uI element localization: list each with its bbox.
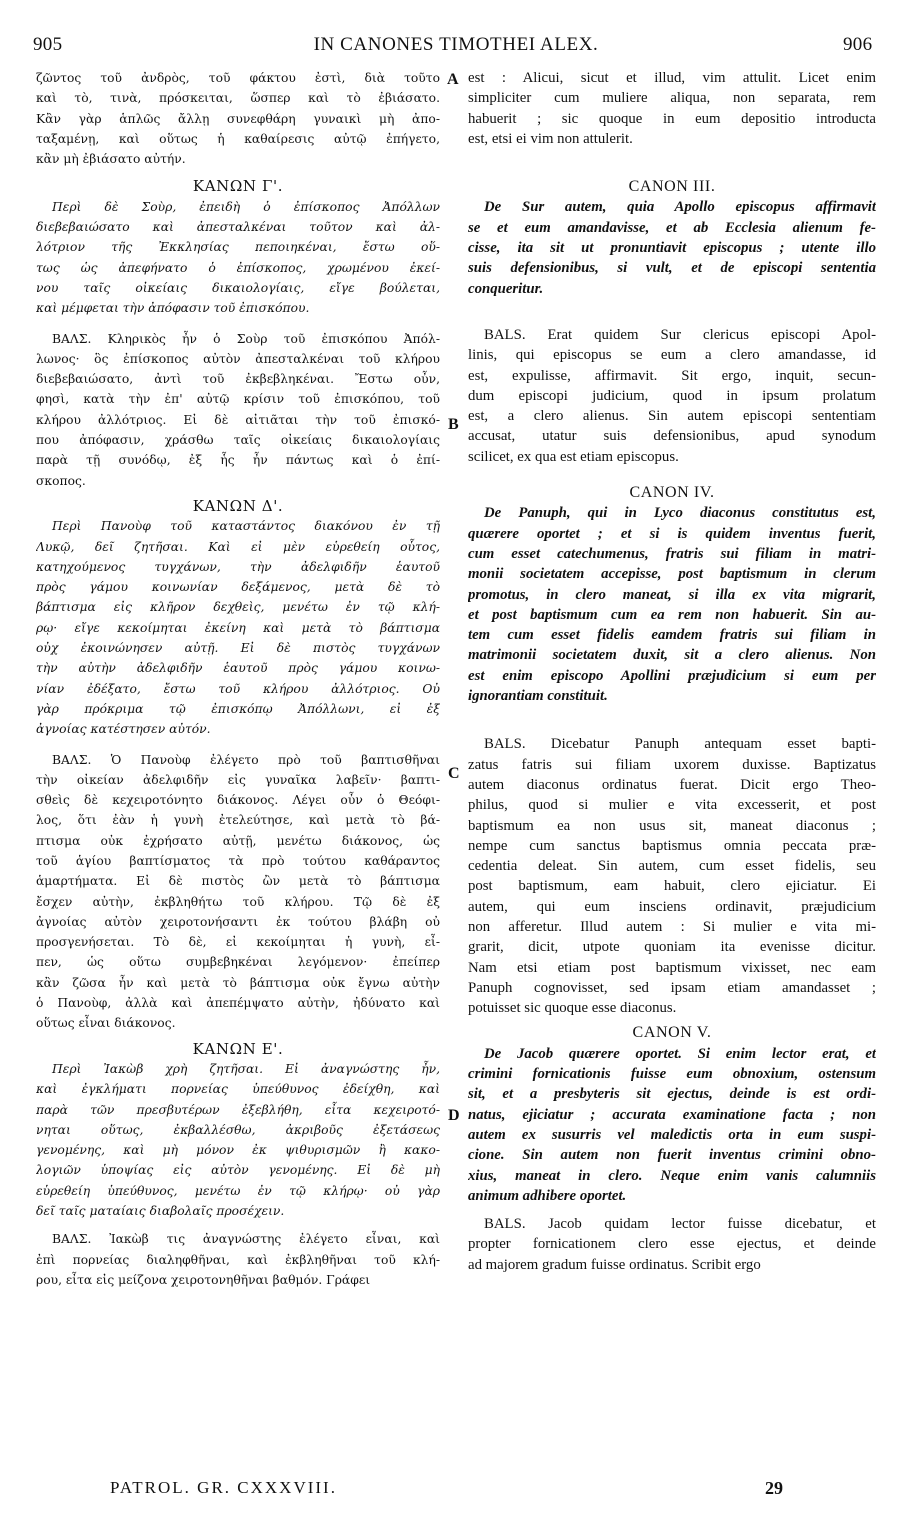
latin-canon-5-heading: CANON V.	[632, 1024, 712, 1042]
sheet-number: 29	[765, 1478, 783, 1498]
page-number-right: 906	[843, 34, 873, 55]
text-line: Περὶ δὲ Σοὺρ, ἐπειδὴ ὁ ἐπίσκοπος Ἀπόλλων	[52, 199, 440, 214]
latin-canon-4-text	[468, 503, 876, 706]
printer-signature: PATROL. GR. CXXXVIII.	[110, 1478, 337, 1497]
latin-balsamon-4	[468, 734, 876, 1018]
text-line: καὶ μέμφεται τὴν ἀπόφασιν τοῦ ἐπισκόπου.	[36, 301, 310, 316]
text-line: τὴν αὐτὴν ἀδελφιδῆν ἑαυτοῦ πρὸς γάμου κοινω-	[36, 661, 440, 676]
text-line: νου ταῖς οἰκείαις δικαιολογίαις, εἴγε βούλεται,	[36, 280, 440, 295]
text-line: Panuph cognovisset, sed ipsam etiam amandasset ;	[468, 979, 876, 996]
text-line: ὁ Πανοὺφ, ἀλλὰ καὶ ἀπεπέμψατο αὐτὴν, ἠδύνατο καὶ	[36, 996, 440, 1011]
greek-balsamon-3	[36, 329, 440, 491]
greek-canon-5-heading: ΚΑΝΩΝ Ε'.	[192, 1039, 284, 1058]
latin-canon-5-text	[468, 1044, 876, 1206]
text-line: monii societatem accepisse, post baptismum in clerum	[468, 566, 876, 583]
margin-letter-d: D	[448, 1107, 460, 1124]
text-line: non afferetur. Illud autem : Si mulier e vita mi-	[468, 918, 876, 935]
text-line: οὐχ ἐκοινώνησεν αὐτῇ. Εἰ δὲ πιστὸς τυγχάνων	[36, 641, 440, 656]
text-line: post baptismum, eam habuit, clero ejiciatur. Ei	[468, 878, 876, 895]
text-line: τὴν οἰκείαν ἀδελφιδῆν εἰς γυναῖκα λαβεῖν· βαπτι-	[36, 772, 440, 787]
text-line: πτισμα οὐκ ἐχρήσατο αὐτῇ, μενέτω διάκονος, ὡς	[36, 833, 440, 848]
text-line: καὶ τὸ, τινὰ, πρόσκειται, ὥσπερ καὶ τὸ ἐβιάσατο.	[36, 91, 440, 106]
text-line: zatus fatris sui filiam uxorem duxisse. Baptizatus	[468, 756, 876, 773]
text-line: ταξαμένῃ, καὶ οὕτως ἡ καθαίρεσις αὐτῷ ἐπήγετο,	[36, 131, 440, 146]
text-line: ΒΑΛΣ. Κληρικὸς ἦν ὁ Σοὺρ τοῦ ἐπισκόπου Ἀπόλ-	[52, 331, 440, 346]
text-line: ἀγνοίας αὐτὸν χειροτονήσαντι ἐκ τούτου βλάβη οὐ	[36, 914, 440, 929]
text-line: animum adhibere oportet.	[468, 1187, 627, 1204]
text-line: suis defensionibus, si vult, et de episcopi sententia	[468, 260, 876, 277]
latin-canon-3-heading: CANON III.	[628, 178, 716, 196]
text-line: natus, ejiciatur ; accurata examinatione facta ; non	[468, 1106, 876, 1123]
text-line: παρὰ τῇ συνόδῳ, ἐξ ἧς ἦν πάντως καὶ ὁ ἐπί-	[36, 453, 440, 468]
text-line: cione. Sin autem non fuerit inventus crimini obno-	[468, 1147, 876, 1164]
text-line: λος, ὅτι ἐὰν ἡ γυνὴ ἐτελεύτησε, καὶ μετὰ τὸ βά-	[36, 813, 440, 828]
text-line: γὰρ πρόκριμα τῷ ἐπισκόπῳ Ἀπόλλωνι, εἰ ἐξ	[36, 701, 440, 716]
text-line: cedentia deleat. Sin autem, cum esset fidelis, seu	[468, 858, 876, 875]
text-line: Λυκῷ, δεῖ ζητῆσαι. Καὶ εἰ μὲν εὑρεθείη οὗτος,	[36, 539, 440, 554]
text-line: λογιῶν ὑποψίας εἰς αὐτὸν γενομένης. Εἰ δὲ μὴ	[36, 1163, 440, 1178]
text-line: sit, et a presbyteris sit ejectus, deinde is est ordi-	[468, 1086, 876, 1103]
text-line: ἀγνοίας κατέστησεν αὐτόν.	[36, 722, 211, 737]
text-line: Κἂν γὰρ ἁπλῶς ἄλλῃ συνεφθάρη γυναικὶ μὴ ἀπο-	[36, 111, 440, 126]
text-line: νηται οὕτως, ἐκβαλλέσθω, ἀκριβοῦς ἐξετάσεως	[36, 1122, 440, 1137]
text-line: διεβεβαιώσατο, ἀντὶ τοῦ ἐκβεβληκέναι. Ἔστω οὖν,	[36, 372, 440, 387]
text-line: ζῶντος τοῦ ἀνδρὸς, τοῦ φάκτου ἐστὶ, διὰ τοῦτο	[36, 71, 440, 85]
text-line: Nam etsi etiam post baptismum vixisset, nec eam	[468, 959, 876, 976]
text-line: dum episcopi judicium, quod in ipsum prolatum	[468, 387, 876, 404]
text-line: se et eum amandavisse, et ab Ecclesia alienum fe-	[468, 219, 876, 236]
latin-canon-3-text	[468, 197, 876, 298]
text-line: λότριον τῆς Ἐκκλησίας πεποιηκέναι, ἔστω οὕ-	[36, 240, 440, 255]
greek-column	[36, 68, 440, 1290]
text-line: παρὰ τῶν πρεσβυτέρων ἐξεβλήθη, εἶτα κεχειροτό-	[36, 1102, 440, 1117]
text-line: est enim episcopo Apollini præjudicium si eum per	[468, 667, 876, 684]
text-line: conqueritur.	[468, 280, 544, 297]
latin-balsamon-5	[468, 1214, 876, 1275]
text-line: scilicet, ex qua est etiam episcopus.	[468, 448, 679, 465]
text-line: ΒΑΛΣ. Ἰακὼβ τις ἀναγνώστης ἐλέγετο εἶναι, καὶ	[52, 1232, 440, 1247]
text-line: που ἀπόφασιν, χράσθω ταῖς οἰκείαις δικαιολογίαις	[36, 433, 440, 448]
text-line: De Panuph, qui in Lyco diaconus constitutus est,	[484, 505, 876, 522]
text-line: tem cum esset fidelis eamdem fratris sui filiam in	[468, 627, 876, 644]
text-line: BALS. Dicebatur Panuph antequam esset bapti-	[484, 736, 876, 753]
text-line: γενομένης, καὶ μὴ μόνον ἐκ ψιθυρισμῶν ἢ κακο-	[36, 1143, 440, 1158]
text-line: propter fornicationem clero esse ejectus, et deinde	[468, 1236, 876, 1253]
greek-canon-4-heading: ΚΑΝΩΝ Δ'.	[192, 496, 284, 515]
latin-balsamon-3	[468, 325, 876, 467]
text-line: matrimonii societatem duxit, sit a clero alienus. Non	[468, 647, 876, 664]
text-line: Περὶ Ἰακὼβ χρὴ ζητῆσαι. Εἰ ἀναγνώστης ἦν,	[52, 1061, 440, 1076]
text-line: τως ὡς ἀπεφήνατο ὁ ἐπίσκοπος, χρωμένου ἐκεί-	[36, 260, 440, 275]
greek-canon-5-text	[36, 1059, 440, 1221]
text-line: est, etsi ei vim non attulerit.	[468, 130, 633, 147]
margin-letter-a: A	[447, 71, 459, 88]
text-line: philus, quod si mulier e vita excesserit, et post	[468, 797, 876, 814]
running-title: IN CANONES TIMOTHEI ALEX.	[313, 34, 599, 55]
text-line: baptismum ea non usus sit, maneat diaconus ;	[468, 817, 876, 834]
text-line: ρου, εἶτα εἰς μείζονα χειροτονηθῆναι βαθμόν. Γράφει	[36, 1272, 371, 1287]
text-line: κατηχούμενος τυγχάνων, τὴν ἀδελφιδῆν ἑαυτοῦ	[36, 559, 440, 574]
text-line: κλήρου ἀλλότριος. Εἰ δὲ αἰτιᾶται τὴν τοῦ ἐπισκό-	[36, 412, 440, 427]
text-line: πεν, ὡς οὕτω συμβεβηκέναι λεγόμενον· ἐπείπερ	[36, 955, 440, 970]
text-line: ρῳ· εἴγε κεκοίμηται ἐκείνη καὶ μετὰ τὸ βάπτισμα	[36, 620, 440, 635]
greek-balsamon-5	[36, 1229, 440, 1290]
text-line: xius, maneat in clero. Neque enim vanis calumniis	[468, 1167, 876, 1184]
text-line: promotus, in clero maneat, si illa ex vita migrarit,	[468, 586, 876, 603]
page-number-left: 905	[33, 34, 63, 55]
text-line: est, expulisse, affirmavit. Sit ergo, inquit, secun-	[468, 367, 876, 384]
text-line: crimini fornicationis fuisse eum obnoxium, ostensum	[468, 1066, 876, 1083]
latin-canon-4-heading: CANON IV.	[629, 484, 715, 502]
text-line: nempe cum sanctus baptismus omnia peccata præ-	[468, 837, 876, 854]
text-line: νίαν ἐδέξατο, ἔστω τοῦ κλήρου ἀλλότριος. Οὐ	[36, 681, 440, 696]
text-line: autem, qui eum insciens ordinavit, præjudicium	[468, 898, 876, 915]
text-line: πρὸς γάμου κοινωνίαν δεξάμενος, μετὰ δὲ τὸ	[36, 580, 440, 595]
margin-letter-c: C	[448, 765, 460, 782]
text-line: cum esset catechumenus, fratris sui filiam in matri-	[468, 545, 876, 562]
text-line: grarit, dicit, utpote quoniam ita evenisse dicitur.	[468, 939, 876, 956]
text-line: accusat, utatur suis defensionibus, apud synodum	[468, 428, 876, 445]
text-line: est : Alicui, sicut et illud, vim attulit. Licet enim	[468, 70, 876, 86]
text-line: BALS. Jacob quidam lector fuisse dicebatur, et	[484, 1216, 876, 1233]
text-line: κἂν μὴ ἐβιάσατο αὐτήν.	[36, 152, 186, 167]
text-line: cisse, ita sit ut pronuntiavit episcopus ; utente illo	[468, 240, 876, 257]
text-line: σκοπος.	[36, 473, 86, 488]
greek-canon-4-text	[36, 516, 440, 739]
greek-paragraph	[36, 68, 440, 169]
text-line: simpliciter cum muliere aliqua, non separata, rem	[468, 90, 876, 107]
text-line: προσγενήσεται. Τὸ δὲ, εἰ κεκοίμηται ἡ γυνὴ, εἶ-	[36, 935, 440, 950]
text-line: potuisset sic quoque esse diaconus.	[468, 1000, 677, 1017]
greek-balsamon-4	[36, 750, 440, 1034]
text-line: δεῖ ταῖς ματαίαις διαβολαῖς προσέχειν.	[36, 1204, 285, 1219]
text-line: habuerit ; sic quoque in eum depositio introducta	[468, 110, 876, 127]
text-line: De Jacob quærere oportet. Si enim lector erat, et	[484, 1045, 876, 1062]
text-line: est, a clero alienus. Sin autem episcopi sententiam	[468, 408, 876, 425]
latin-paragraph	[468, 68, 876, 149]
text-line: οὕτως εἶναι διάκονος.	[36, 1016, 176, 1031]
text-line: εὑρεθείη ὑπεύθυνος, μενέτω ἐν τῷ κλήρῳ· οὐ γὰρ	[36, 1183, 440, 1198]
text-line: διεβεβαιώσατο καὶ ἀπεσταλκέναι τοῦτον καὶ ἀλ-	[36, 220, 440, 235]
text-line: et post baptismum cum ea rem non habuerit. Sin au-	[468, 606, 876, 623]
text-line: autem diaconus ordinatus fuerat. Dicit ergo Theo-	[468, 776, 876, 793]
text-line: ἐπὶ πορνείας διαληφθῆναι, καὶ ἐκβληθῆναι τοῦ κλή-	[36, 1252, 440, 1267]
greek-canon-3-text	[36, 197, 440, 319]
text-line: ἔσχεν αὐτὴν, ἐκβληθήτω τοῦ κλήρου. Τῷ δὲ ἐξ	[36, 894, 440, 909]
text-line: ΒΑΛΣ. Ὁ Πανοὺφ ἐλέγετο πρὸ τοῦ βαπτισθῆναι	[52, 752, 440, 767]
text-line: σθεὶς δὲ κεχειροτόνητο διάκονος. Λέγει οὖν ὁ Θεόφι-	[36, 793, 440, 808]
text-line: κἂν ζῶσα ἦν καὶ μετὰ τὸ βάπτισμα οὐκ ἔγνω αὐτὴν	[36, 975, 440, 990]
latin-column	[468, 68, 876, 1275]
greek-canon-3-heading: ΚΑΝΩΝ Γ'.	[192, 177, 284, 196]
text-line: De Sur autem, quia Apollo episcopus affirmavit	[484, 199, 876, 216]
text-line: λωνος· ὃς ἐπίσκοπος αὐτὸν ἀπεσταλκέναι τοῦ κλήρου	[36, 351, 440, 366]
text-line: ignorantiam constituit.	[468, 688, 608, 705]
margin-letter-b: B	[448, 416, 459, 433]
text-line: quærere oportet ; et si is quidem inventus fuerit,	[468, 525, 876, 542]
text-line: βάπτισμα εἰς κλῆρον δεχθεὶς, μενέτω ἐν τῷ κλή-	[36, 600, 440, 615]
text-line: Περὶ Πανοὺφ τοῦ καταστάντος διακόνου ἐν τῇ	[52, 519, 440, 534]
text-line: autem ex susurris vel maledictis orta in eum suspi-	[468, 1126, 876, 1143]
text-line: ἁμαρτήματα. Εἰ δὲ πιστὸς ὢν μετὰ τὸ βάπτισμα	[36, 874, 440, 889]
text-line: BALS. Erat quidem Sur clericus episcopi Apol-	[484, 326, 876, 343]
text-line: τοῦ ἁγίου βαπτίσματος τὰ πρὸ τούτου καθάραντος	[36, 853, 440, 868]
text-line: ad majorem gradum fuisse ordinatus. Scribit ergo	[468, 1256, 761, 1273]
text-line: καὶ ἐγκλήματι πορνείας ὑπεύθυνος ἐδείχθη, καὶ	[36, 1082, 440, 1097]
text-line: linis, qui episcopus se eum a clero amandasse, id	[468, 347, 876, 364]
text-line: φησὶ, κατὰ τὴν ἐπ' αὐτῷ κρίσιν τοῦ ἐπισκόπου, τοῦ	[36, 392, 440, 407]
